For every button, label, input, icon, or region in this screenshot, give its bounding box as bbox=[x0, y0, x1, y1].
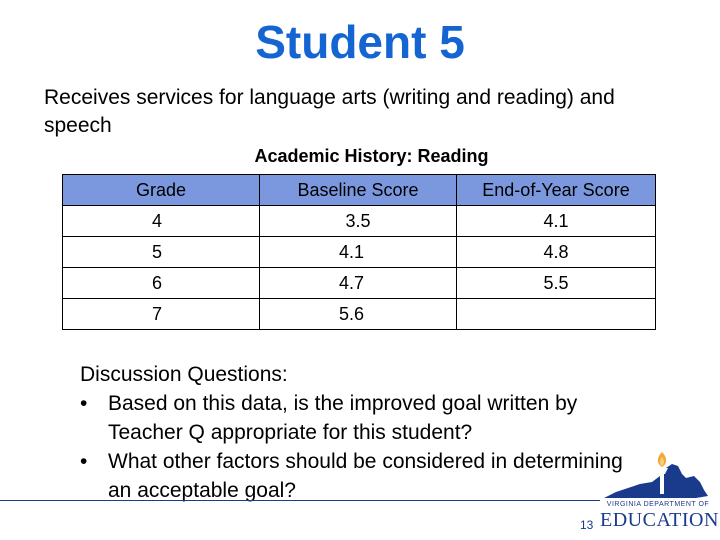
bullet: • bbox=[80, 392, 88, 415]
virginia-silhouette bbox=[604, 464, 708, 498]
grade-cell: 5 bbox=[63, 237, 260, 268]
list-item bbox=[80, 389, 640, 447]
discussion-question: Based on this data, is the improved goal written by Teacher Q appropriate for this student? bbox=[108, 392, 578, 444]
discussion-question: What other factors should be considered in determining an acceptable goal? bbox=[108, 450, 623, 502]
baseline-cell: 5.6 bbox=[260, 299, 457, 330]
end-of-year-cell: 4.8 bbox=[457, 237, 656, 268]
table-header-row bbox=[63, 175, 656, 206]
end-of-year-cell: 4.1 bbox=[457, 206, 656, 237]
discussion-list bbox=[80, 389, 640, 505]
end-of-year-cell bbox=[457, 299, 656, 330]
baseline-cell: 4.1 bbox=[260, 237, 457, 268]
student-description: Receives services for language arts (writing and reading) and speech bbox=[44, 86, 615, 137]
academic-history-table bbox=[62, 174, 656, 330]
grade-cell: 7 bbox=[63, 299, 260, 330]
logo-text-department: VIRGINIA DEPARTMENT OF bbox=[606, 501, 710, 508]
logo-text-education: EDUCATION bbox=[600, 509, 719, 531]
baseline-cell: 4.7 bbox=[260, 268, 457, 299]
table-row bbox=[63, 206, 656, 237]
baseline-cell: 3.5 bbox=[260, 206, 457, 237]
page-number: 13 bbox=[580, 518, 594, 532]
list-item bbox=[80, 447, 640, 505]
grade-cell: 4 bbox=[63, 206, 260, 237]
table-row bbox=[63, 237, 656, 268]
footer-divider bbox=[0, 500, 600, 501]
table-row bbox=[63, 299, 656, 330]
table-caption: Academic History: Reading bbox=[254, 146, 489, 166]
discussion-heading: Discussion Questions: bbox=[80, 363, 288, 386]
bullet: • bbox=[80, 450, 88, 473]
table-row bbox=[63, 268, 656, 299]
discussion-questions bbox=[80, 360, 640, 505]
end-of-year-cell: 5.5 bbox=[457, 268, 656, 299]
header-baseline-score: Baseline Score bbox=[260, 175, 457, 206]
header-end-of-year-score: End-of-Year Score bbox=[457, 175, 656, 206]
grade-cell: 6 bbox=[63, 268, 260, 299]
header-grade: Grade bbox=[63, 175, 260, 206]
slide-title: Student 5 bbox=[255, 16, 465, 68]
